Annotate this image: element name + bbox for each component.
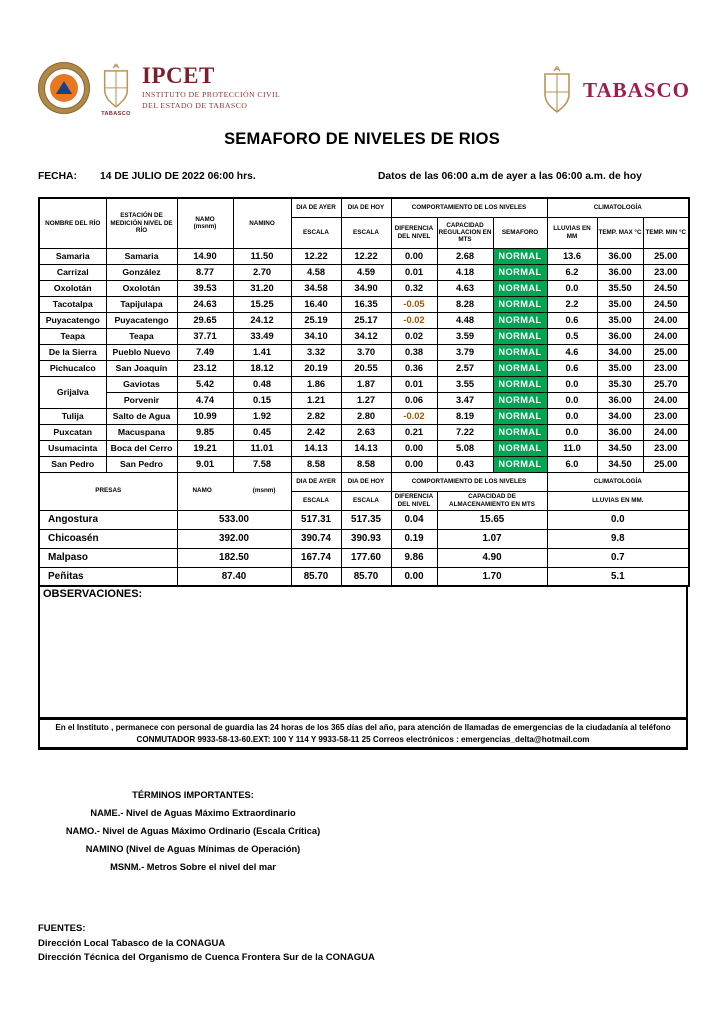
escala-ayer-cell: 8.58 — [291, 456, 341, 472]
contact-note-line1: En el Instituto , permanece con personal de guardia las 24 horas de los 365 días del año, para atención de llamadas de emergencias de la ciudadanía al teléfono — [55, 723, 671, 732]
temp-min-cell: 23.00 — [643, 264, 689, 280]
namo-cell: 37.71 — [177, 328, 233, 344]
presa-row — [39, 567, 689, 586]
river-row — [39, 280, 689, 296]
river-name-cell: Puxcatan — [39, 424, 106, 440]
presas-table-body — [39, 510, 689, 586]
river-row — [39, 344, 689, 360]
presa-escala-ayer-cell: 390.74 — [291, 529, 341, 548]
river-name-cell: Tulija — [39, 408, 106, 424]
station-name-cell: Gaviotas — [106, 376, 177, 392]
river-name-cell: De la Sierra — [39, 344, 106, 360]
ipcet-institute-line1: INSTITUTO DE PROTECCIÓN CIVIL — [142, 89, 281, 99]
river-row — [39, 360, 689, 376]
temp-max-cell: 36.00 — [597, 392, 643, 408]
capacidad-cell: 3.55 — [437, 376, 493, 392]
col-header-estacion: ESTACIÓN DE MEDICIÓN NIVEL DE RÍO — [106, 198, 177, 248]
river-row — [39, 328, 689, 344]
capacidad-cell: 0.43 — [437, 456, 493, 472]
namo-cell: 39.53 — [177, 280, 233, 296]
termino-name: NAME.- Nivel de Aguas Máximo Extraordinario — [90, 808, 296, 818]
diferencia-cell: 0.00 — [391, 248, 437, 264]
diferencia-cell: -0.02 — [391, 408, 437, 424]
temp-min-cell: 24.00 — [643, 392, 689, 408]
escala-hoy-cell: 4.59 — [341, 264, 391, 280]
capacidad-cell: 3.47 — [437, 392, 493, 408]
lluvias-cell: 6.0 — [547, 456, 597, 472]
escala-ayer-cell: 1.86 — [291, 376, 341, 392]
temp-max-cell: 36.00 — [597, 248, 643, 264]
col-header-namo — [177, 198, 233, 248]
semaforo-badge: NORMAL — [493, 344, 547, 360]
lluvias-cell: 0.5 — [547, 328, 597, 344]
namo-cell: 7.49 — [177, 344, 233, 360]
river-name-cell: Puyacatengo — [39, 312, 106, 328]
presa-capacidad-cell: 15.65 — [437, 510, 547, 529]
col-header-temp-max: TEMP. MAX °C — [597, 217, 643, 248]
presa-lluvias-cell: 0.7 — [547, 548, 689, 567]
temp-min-cell: 24.50 — [643, 280, 689, 296]
col-header-namino: NAMINO — [233, 198, 291, 248]
escala-ayer-cell: 34.58 — [291, 280, 341, 296]
escala-hoy-cell: 2.63 — [341, 424, 391, 440]
namino-cell: 1.92 — [233, 408, 291, 424]
presas-header-diferencia: DIFERENCIA DEL NIVEL — [391, 491, 437, 510]
presas-header-comportamiento: COMPORTAMIENTO DE LOS NIVELES — [391, 472, 547, 491]
temp-min-cell: 24.50 — [643, 296, 689, 312]
presa-lluvias-cell: 0.0 — [547, 510, 689, 529]
namo-cell: 10.99 — [177, 408, 233, 424]
temp-min-cell: 23.00 — [643, 440, 689, 456]
ipcet-wordmark — [142, 64, 280, 110]
presas-table-header — [39, 472, 689, 510]
namino-cell: 18.12 — [233, 360, 291, 376]
station-name-cell: Boca del Cerro — [106, 440, 177, 456]
observaciones-label: OBSERVACIONES: — [43, 588, 143, 600]
escala-hoy-cell: 25.17 — [341, 312, 391, 328]
escala-hoy-cell: 14.13 — [341, 440, 391, 456]
lluvias-cell: 13.6 — [547, 248, 597, 264]
presa-name-cell: Chicoasén — [39, 529, 177, 548]
escala-hoy-cell: 8.58 — [341, 456, 391, 472]
escala-ayer-cell: 12.22 — [291, 248, 341, 264]
escala-ayer-cell: 3.32 — [291, 344, 341, 360]
escala-hoy-cell: 1.27 — [341, 392, 391, 408]
civil-protection-seal-ring — [44, 68, 85, 109]
temp-min-cell: 25.00 — [643, 344, 689, 360]
civil-protection-triangle-icon — [56, 81, 72, 94]
lluvias-cell: 0.0 — [547, 376, 597, 392]
msnm-label: (msnm) — [193, 223, 217, 231]
tabasco-coat-of-arms-left — [99, 62, 133, 117]
escala-hoy-cell: 20.55 — [341, 360, 391, 376]
escala-hoy-cell: 16.35 — [341, 296, 391, 312]
semaforo-badge: NORMAL — [493, 392, 547, 408]
temp-max-cell: 35.00 — [597, 312, 643, 328]
presas-header-escala-hoy: ESCALA — [341, 491, 391, 510]
namino-cell: 33.49 — [233, 328, 291, 344]
semaforo-badge: NORMAL — [493, 408, 547, 424]
capacidad-cell: 8.28 — [437, 296, 493, 312]
river-name-cell: Tacotalpa — [39, 296, 106, 312]
presa-diferencia-cell: 0.04 — [391, 510, 437, 529]
temp-min-cell: 24.00 — [643, 312, 689, 328]
escala-hoy-cell: 34.90 — [341, 280, 391, 296]
presa-escala-ayer-cell: 517.31 — [291, 510, 341, 529]
escala-ayer-cell: 1.21 — [291, 392, 341, 408]
river-row — [39, 456, 689, 472]
escala-hoy-cell: 34.12 — [341, 328, 391, 344]
namo-cell: 9.85 — [177, 424, 233, 440]
semaforo-badge: NORMAL — [493, 248, 547, 264]
capacidad-cell: 2.68 — [437, 248, 493, 264]
station-name-cell: Pueblo Nuevo — [106, 344, 177, 360]
semaforo-badge: NORMAL — [493, 280, 547, 296]
fecha-label: FECHA: — [38, 171, 77, 182]
lluvias-cell: 6.2 — [547, 264, 597, 280]
capacidad-cell: 3.79 — [437, 344, 493, 360]
river-name-cell: Oxolotán — [39, 280, 106, 296]
semaforo-badge: NORMAL — [493, 424, 547, 440]
escala-ayer-cell: 34.10 — [291, 328, 341, 344]
presa-escala-hoy-cell: 517.35 — [341, 510, 391, 529]
escala-hoy-cell: 2.80 — [341, 408, 391, 424]
temp-min-cell: 23.00 — [643, 408, 689, 424]
semaforo-badge: NORMAL — [493, 312, 547, 328]
col-header-temp-min: TEMP. MIN °C — [643, 217, 689, 248]
namino-cell: 2.70 — [233, 264, 291, 280]
col-header-nombre-rio: NOMBRE DEL RÍO — [39, 198, 106, 248]
river-row — [39, 392, 689, 408]
presas-header-dia-hoy: DIA DE HOY — [341, 472, 391, 491]
presas-header-climatologia: CLIMATOLOGÍA — [547, 472, 689, 491]
lluvias-cell: 0.6 — [547, 360, 597, 376]
terminos-importantes — [38, 790, 348, 880]
presa-diferencia-cell: 0.19 — [391, 529, 437, 548]
tables-block — [38, 197, 688, 750]
namino-cell: 11.01 — [233, 440, 291, 456]
station-name-cell: Tapijulapa — [106, 296, 177, 312]
presa-escala-hoy-cell: 177.60 — [341, 548, 391, 567]
termino-namo: NAMO.- Nivel de Aguas Máximo Ordinario (Escala Crítica) — [65, 826, 321, 836]
river-row — [39, 264, 689, 280]
namino-cell: 11.50 — [233, 248, 291, 264]
presa-namo-cell: 182.50 — [177, 548, 291, 567]
namo-cell: 5.42 — [177, 376, 233, 392]
page-title: SEMAFORO DE NIVELES DE RIOS — [224, 130, 500, 148]
temp-min-cell: 24.00 — [643, 424, 689, 440]
namo-cell: 24.63 — [177, 296, 233, 312]
rivers-table-header — [39, 198, 689, 248]
semaforo-badge: NORMAL — [493, 264, 547, 280]
presa-diferencia-cell: 9.86 — [391, 548, 437, 567]
coat-of-arms-icon — [539, 64, 575, 116]
river-row — [39, 296, 689, 312]
namo-cell: 19.21 — [177, 440, 233, 456]
presa-row — [39, 529, 689, 548]
diferencia-cell: 0.01 — [391, 376, 437, 392]
capacidad-cell: 3.59 — [437, 328, 493, 344]
presa-name-cell: Angostura — [39, 510, 177, 529]
coat-of-arms-caption: TABASCO — [101, 111, 131, 117]
namo-cell: 4.74 — [177, 392, 233, 408]
civil-protection-seal-icon — [38, 62, 90, 114]
header-logos — [38, 62, 690, 117]
col-header-comportamiento: COMPORTAMIENTO DE LOS NIVELES — [391, 198, 547, 217]
river-name-cell: Pichucalco — [39, 360, 106, 376]
presa-capacidad-cell: 4.90 — [437, 548, 547, 567]
presa-namo-cell: 87.40 — [177, 567, 291, 586]
semaforo-badge: NORMAL — [493, 328, 547, 344]
temp-max-cell: 36.00 — [597, 424, 643, 440]
presas-namo-header — [177, 472, 291, 510]
namino-cell: 31.20 — [233, 280, 291, 296]
temp-max-cell: 35.00 — [597, 296, 643, 312]
escala-ayer-cell: 20.19 — [291, 360, 341, 376]
river-row — [39, 376, 689, 392]
station-name-cell: Macuspana — [106, 424, 177, 440]
diferencia-cell: 0.00 — [391, 456, 437, 472]
capacidad-cell: 7.22 — [437, 424, 493, 440]
date-row — [38, 171, 688, 182]
presa-namo-cell: 392.00 — [177, 529, 291, 548]
terminos-title: TÉRMINOS IMPORTANTES: — [132, 790, 254, 800]
presa-row — [39, 510, 689, 529]
diferencia-cell: -0.02 — [391, 312, 437, 328]
col-header-escala-ayer: ESCALA — [291, 217, 341, 248]
ipcet-institute-line2: DEL ESTADO DE TABASCO — [142, 101, 248, 110]
temp-min-cell: 25.00 — [643, 456, 689, 472]
observaciones-box — [38, 587, 688, 717]
col-header-diferencia: DIFERENCIA DEL NIVEL — [391, 217, 437, 248]
tabasco-logo-group — [539, 64, 690, 116]
diferencia-cell: 0.32 — [391, 280, 437, 296]
capacidad-cell: 4.18 — [437, 264, 493, 280]
station-name-cell: Oxolotán — [106, 280, 177, 296]
semaforo-badge: NORMAL — [493, 296, 547, 312]
lluvias-cell: 0.6 — [547, 312, 597, 328]
semaforo-badge: NORMAL — [493, 456, 547, 472]
escala-ayer-cell: 25.19 — [291, 312, 341, 328]
river-name-cell: Samaria — [39, 248, 106, 264]
civil-protection-seal-core — [50, 74, 78, 102]
tabasco-wordmark: TABASCO — [583, 77, 690, 102]
namino-cell: 0.45 — [233, 424, 291, 440]
station-name-cell: González — [106, 264, 177, 280]
col-header-lluvias: LLUVIAS EN MM — [547, 217, 597, 248]
col-header-semaforo: SEMAFORO — [493, 217, 547, 248]
river-row — [39, 408, 689, 424]
escala-ayer-cell: 4.58 — [291, 264, 341, 280]
termino-msnm: MSNM.- Metros Sobre el nivel del mar — [110, 862, 276, 872]
lluvias-cell: 0.0 — [547, 392, 597, 408]
semaforo-badge: NORMAL — [493, 360, 547, 376]
presas-header-dia-ayer: DIA DE AYER — [291, 472, 341, 491]
semaforo-badge: NORMAL — [493, 376, 547, 392]
diferencia-cell: 0.02 — [391, 328, 437, 344]
presas-namo-word: NAMO — [192, 487, 212, 495]
river-name-cell: Carrizal — [39, 264, 106, 280]
capacidad-cell: 8.19 — [437, 408, 493, 424]
lluvias-cell: 11.0 — [547, 440, 597, 456]
presas-header-lluvias: LLUVIAS EN MM. — [547, 491, 689, 510]
diferencia-cell: 0.01 — [391, 264, 437, 280]
diferencia-cell: 0.36 — [391, 360, 437, 376]
escala-hoy-cell: 12.22 — [341, 248, 391, 264]
station-name-cell: Teapa — [106, 328, 177, 344]
escala-ayer-cell: 16.40 — [291, 296, 341, 312]
presas-section-label: PRESAS — [39, 472, 177, 510]
presa-capacidad-cell: 1.70 — [437, 567, 547, 586]
temp-max-cell: 34.50 — [597, 440, 643, 456]
river-name-cell: Grijalva — [39, 376, 106, 408]
station-name-cell: Samaria — [106, 248, 177, 264]
namino-cell: 24.12 — [233, 312, 291, 328]
col-header-capacidad: CAPACIDAD REGULACION EN MTS — [437, 217, 493, 248]
temp-min-cell: 25.00 — [643, 248, 689, 264]
river-row — [39, 440, 689, 456]
lluvias-cell: 0.0 — [547, 408, 597, 424]
fuentes-block — [38, 922, 375, 966]
lluvias-cell: 0.0 — [547, 424, 597, 440]
fuentes-title: FUENTES: — [38, 923, 86, 934]
ipcet-logo-group — [38, 62, 280, 117]
presa-escala-hoy-cell: 85.70 — [341, 567, 391, 586]
temp-max-cell: 36.00 — [597, 264, 643, 280]
river-row — [39, 424, 689, 440]
presa-lluvias-cell: 9.8 — [547, 529, 689, 548]
lluvias-cell: 0.0 — [547, 280, 597, 296]
col-header-climatologia: CLIMATOLOGÍA — [547, 198, 689, 217]
temp-max-cell: 34.50 — [597, 456, 643, 472]
diferencia-cell: 0.21 — [391, 424, 437, 440]
presas-header-capacidad: CAPACIDAD DE ALMACENAMIENTO EN MTS — [437, 491, 547, 510]
presas-msnm-word: (msnm) — [252, 487, 276, 495]
namo-label: NAMO — [195, 216, 215, 224]
escala-ayer-cell: 14.13 — [291, 440, 341, 456]
river-name-cell: Teapa — [39, 328, 106, 344]
station-name-cell: San Joaquín — [106, 360, 177, 376]
diferencia-cell: 0.38 — [391, 344, 437, 360]
presa-escala-hoy-cell: 390.93 — [341, 529, 391, 548]
presa-name-cell: Malpaso — [39, 548, 177, 567]
namino-cell: 0.15 — [233, 392, 291, 408]
river-name-cell: San Pedro — [39, 456, 106, 472]
river-row — [39, 248, 689, 264]
col-header-dia-ayer: DIA DE AYER — [291, 198, 341, 217]
rivers-table-body — [39, 248, 689, 472]
namo-cell: 8.77 — [177, 264, 233, 280]
temp-max-cell: 35.30 — [597, 376, 643, 392]
namo-cell: 29.65 — [177, 312, 233, 328]
river-row — [39, 312, 689, 328]
temp-max-cell: 36.00 — [597, 328, 643, 344]
diferencia-cell: -0.05 — [391, 296, 437, 312]
escala-ayer-cell: 2.42 — [291, 424, 341, 440]
station-name-cell: Puyacatengo — [106, 312, 177, 328]
escala-hoy-cell: 3.70 — [341, 344, 391, 360]
lluvias-cell: 2.2 — [547, 296, 597, 312]
temp-max-cell: 34.00 — [597, 408, 643, 424]
presa-diferencia-cell: 0.00 — [391, 567, 437, 586]
namino-cell: 15.25 — [233, 296, 291, 312]
namo-cell: 14.90 — [177, 248, 233, 264]
semaforo-badge: NORMAL — [493, 440, 547, 456]
diferencia-cell: 0.06 — [391, 392, 437, 408]
presa-namo-cell: 533.00 — [177, 510, 291, 529]
presa-escala-ayer-cell: 85.70 — [291, 567, 341, 586]
namo-cell: 23.12 — [177, 360, 233, 376]
emergency-contact-note — [38, 717, 688, 750]
col-header-escala-hoy: ESCALA — [341, 217, 391, 248]
temp-min-cell: 25.70 — [643, 376, 689, 392]
diferencia-cell: 0.00 — [391, 440, 437, 456]
capacidad-cell: 4.63 — [437, 280, 493, 296]
escala-hoy-cell: 1.87 — [341, 376, 391, 392]
temp-max-cell: 34.00 — [597, 344, 643, 360]
capacidad-cell: 5.08 — [437, 440, 493, 456]
namino-cell: 0.48 — [233, 376, 291, 392]
coat-of-arms-icon — [99, 62, 133, 110]
temp-max-cell: 35.00 — [597, 360, 643, 376]
presas-header-escala-ayer: ESCALA — [291, 491, 341, 510]
river-name-cell: Usumacinta — [39, 440, 106, 456]
temp-min-cell: 23.00 — [643, 360, 689, 376]
temp-max-cell: 35.50 — [597, 280, 643, 296]
fuente-item: Dirección Técnica del Organismo de Cuenca Frontera Sur de la CONAGUA — [38, 952, 375, 964]
namino-cell: 1.41 — [233, 344, 291, 360]
termino-namino: NAMINO (Nivel de Aguas Mínimas de Operación) — [85, 844, 301, 854]
data-range-note: Datos de las 06:00 a.m de ayer a las 06:00 a.m. de hoy — [378, 171, 642, 182]
temp-min-cell: 24.00 — [643, 328, 689, 344]
contact-note-line2: CONMUTADOR 9933-58-13-60.EXT: 100 Y 114 Y 9933-58-11 25 Correos electrónicos : emergencias_delta@hotmail.com — [136, 734, 590, 744]
capacidad-cell: 4.48 — [437, 312, 493, 328]
presa-capacidad-cell: 1.07 — [437, 529, 547, 548]
presa-escala-ayer-cell: 167.74 — [291, 548, 341, 567]
ipcet-acronym: IPCET — [142, 63, 215, 88]
escala-ayer-cell: 2.82 — [291, 408, 341, 424]
station-name-cell: Salto de Agua — [106, 408, 177, 424]
station-name-cell: Porvenir — [106, 392, 177, 408]
presa-lluvias-cell: 5.1 — [547, 567, 689, 586]
station-name-cell: San Pedro — [106, 456, 177, 472]
fecha-value: 14 DE JULIO DE 2022 06:00 hrs. — [100, 171, 256, 182]
lluvias-cell: 4.6 — [547, 344, 597, 360]
capacidad-cell: 2.57 — [437, 360, 493, 376]
namo-cell: 9.01 — [177, 456, 233, 472]
fuente-item: Dirección Local Tabasco de la CONAGUA — [38, 937, 226, 949]
col-header-dia-hoy: DIA DE HOY — [341, 198, 391, 217]
namino-cell: 7.58 — [233, 456, 291, 472]
presa-name-cell: Peñitas — [39, 567, 177, 586]
rivers-presas-table — [38, 197, 690, 587]
presa-row — [39, 548, 689, 567]
